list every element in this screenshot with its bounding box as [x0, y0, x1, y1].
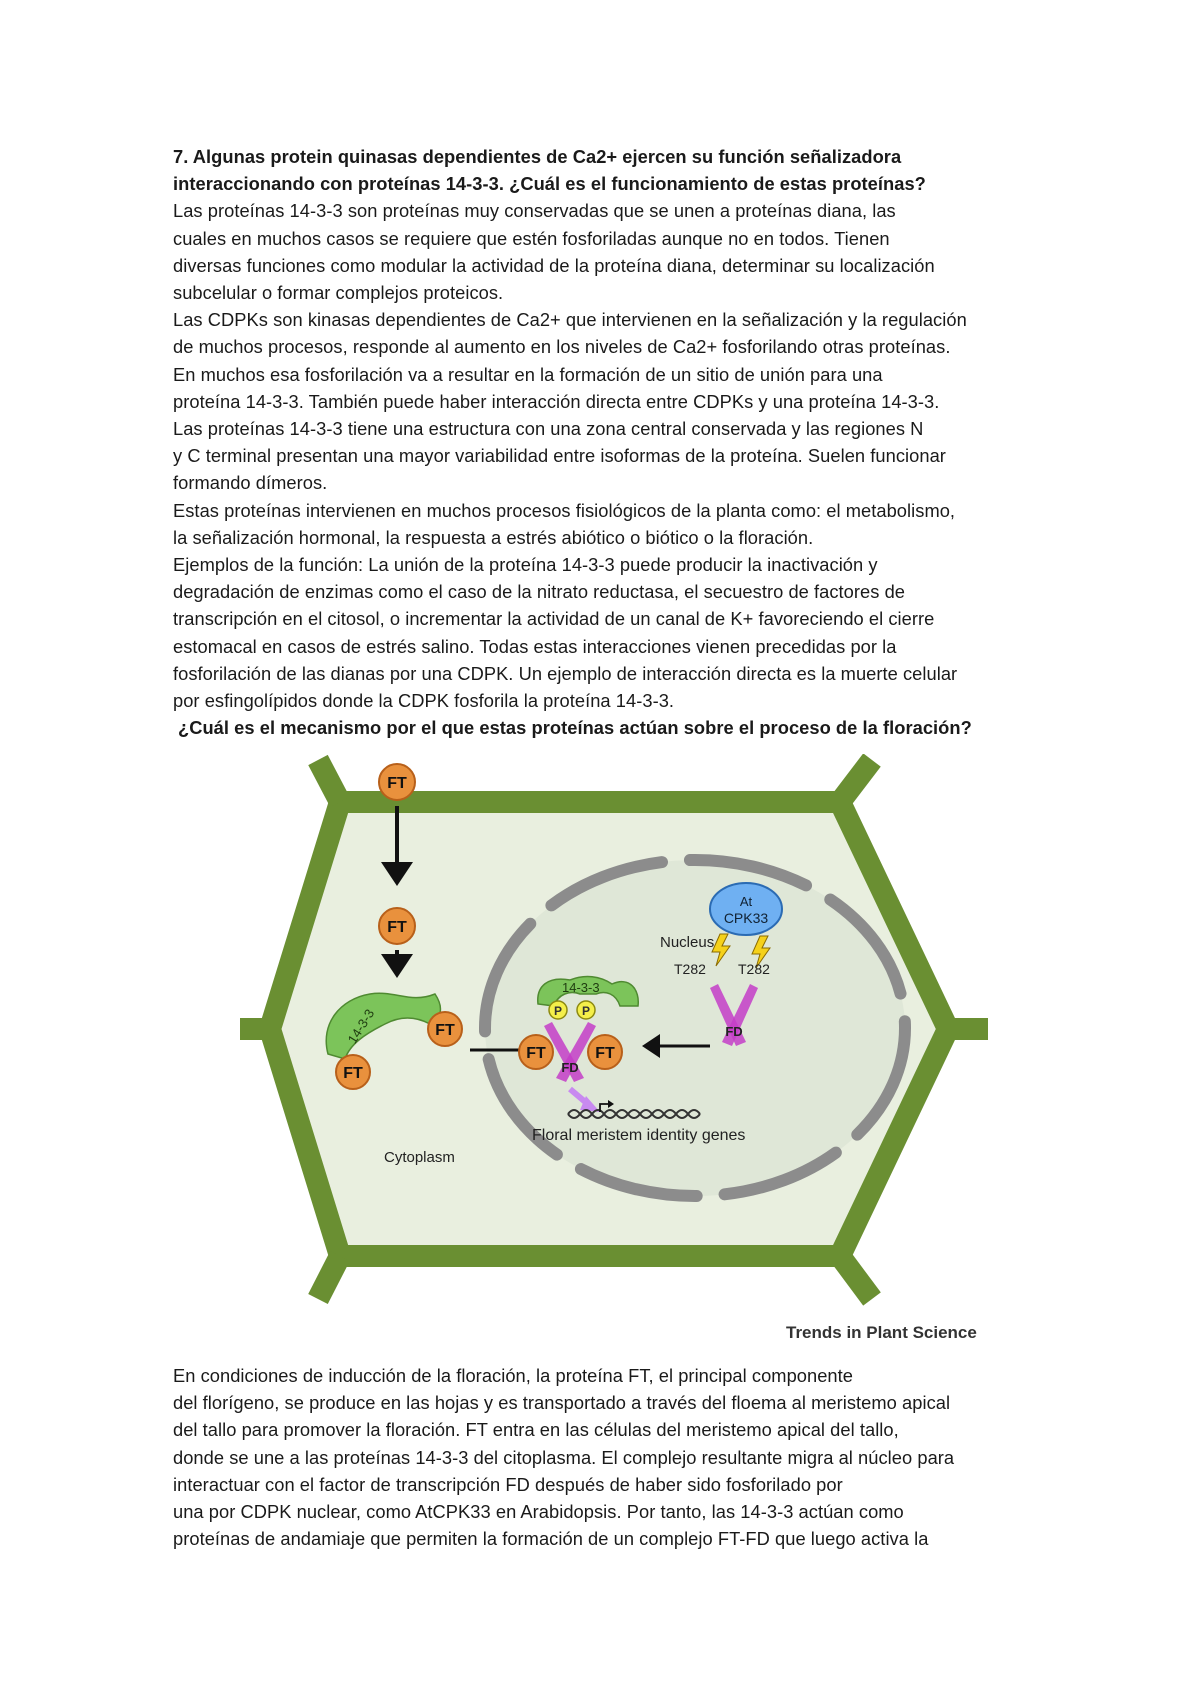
svg-text:FT: FT: [387, 919, 407, 936]
ft-protein: [428, 1012, 462, 1046]
answer-line: Las proteínas 14-3-3 son proteínas muy conservadas que se unen a proteínas diana, las: [173, 200, 896, 222]
explanation-line: En condiciones de inducción de la floración, la proteína FT, el principal componente: [173, 1365, 853, 1386]
phospho-site: [549, 1001, 567, 1019]
nucleus-label: Nucleus: [660, 934, 715, 951]
svg-text:FT: FT: [526, 1045, 546, 1062]
flowering-mechanism-figure: [240, 754, 995, 1357]
ft-protein: [336, 1055, 370, 1089]
answer-line: fosforilación de las dianas por una CDPK. Un ejemplo de interacción directa es la muerte celular: [173, 662, 958, 684]
svg-text:FT: FT: [343, 1065, 363, 1082]
svg-text:P: P: [581, 1004, 591, 1018]
explanation-line: del florígeno, se produce en las hojas y es transportado a través del floema al meristemo apical: [173, 1392, 951, 1414]
answer-line: y C terminal presentan una mayor variabilidad entre isoformas de la proteína. Suelen funcionar: [173, 445, 946, 467]
ft-protein: [588, 1035, 622, 1069]
answer-line: la señalización hormonal, la respuesta a estrés abiótico o biótico o la floración.: [173, 526, 814, 548]
answer-line: Las proteínas 14-3-3 tiene una estructura con una zona central conservada y las regiones N: [173, 418, 924, 440]
question-section: [173, 143, 1053, 741]
answer-line: proteína 14-3-3. También puede haber interacción directa entre CDPKs y una proteína 14-3-3.: [173, 390, 940, 412]
answer-line: diversas funciones como modular la actividad de la proteína diana, determinar su localización: [173, 254, 935, 276]
answer-line: de muchos procesos, responde al aumento en los niveles de Ca2+ fosforilando otras proteínas.: [173, 336, 951, 358]
label-14-3-3-nucleus: 14-3-3: [562, 980, 600, 995]
cell-wall-extension: [318, 760, 340, 802]
answer-line: Estas proteínas intervienen en muchos procesos fisiológicos de la planta como: el metabolismo,: [173, 499, 956, 521]
answer-line: estomacal en casos de estrés salino. Todas estas interacciones vienen precedidas por la: [173, 635, 897, 657]
svg-text:FT: FT: [435, 1022, 455, 1039]
floral-genes-label: Floral meristem identity genes: [532, 1127, 746, 1144]
answer-line: subcelular o formar complejos proteicos.: [173, 282, 504, 304]
atcpk33-kinase: [710, 883, 782, 935]
cell-wall-extension: [840, 760, 872, 802]
svg-text:FT: FT: [595, 1045, 615, 1062]
answer-line: cuales en muchos casos se requiere que estén fosforiladas aunque no en todos. Tienen: [173, 227, 890, 249]
answer-line: por esfingolípidos donde la CDPK fosforila la proteína 14-3-3.: [173, 690, 675, 712]
svg-text:CPK33: CPK33: [723, 910, 769, 926]
ft-protein: [379, 764, 415, 800]
t282-left-label: T282: [674, 961, 706, 977]
answer-line: degradación de enzimas como el caso de la nitrato reductasa, el secuestro de factores de: [173, 581, 906, 603]
t282-right-label: T282: [738, 961, 770, 977]
question-2: ¿Cuál es el mecanismo por el que estas proteínas actúan sobre el proceso de la floración?: [178, 717, 972, 739]
answer-line: En muchos esa fosforilación va a resultar en la formación de un sitio de unión para una: [173, 363, 883, 385]
phospho-site: [577, 1001, 595, 1019]
svg-text:At: At: [739, 894, 753, 909]
svg-text:FT: FT: [387, 775, 407, 792]
question-title-line-2: interaccionando con proteínas 14-3-3. ¿Cuál es el funcionamiento de estas proteínas?: [173, 173, 926, 195]
explanation-section: [173, 1362, 1053, 1552]
explanation-line: proteínas de andamiaje que permiten la formación de un complejo FT-FD que luego activa la: [173, 1528, 929, 1550]
cell-wall-extension: [840, 1256, 872, 1299]
answer-line: Ejemplos de la función: La unión de la proteína 14-3-3 puede producir la inactivación y: [173, 554, 878, 576]
figure-svg: [240, 754, 995, 1357]
explanation-line: donde se une a las proteínas 14-3-3 del citoplasma. El complejo resultante migra al núcleo para: [173, 1446, 955, 1468]
label-14-3-3-cytoplasm: 14-3-3: [344, 1006, 378, 1047]
cell-wall-extension: [318, 1256, 340, 1299]
ft-protein: [519, 1035, 553, 1069]
figure-source: Trends in Plant Science: [786, 1323, 977, 1342]
ft-protein: [379, 908, 415, 944]
svg-text:FD: FD: [561, 1060, 579, 1075]
question-title-line-1: 7. Algunas protein quinasas dependientes de Ca2+ ejercen su función señalizadora: [173, 146, 902, 167]
explanation-line: una por CDPK nuclear, como AtCPK33 en Arabidopsis. Por tanto, las 14-3-3 actúan como: [173, 1501, 904, 1523]
svg-text:P: P: [553, 1004, 563, 1018]
answer-line: Las CDPKs son kinasas dependientes de Ca2+ que intervienen en la señalización y la regulación: [173, 309, 967, 331]
answer-line: transcripción en el citosol, o incrementar la actividad de un canal de K+ favoreciendo el cierre: [173, 608, 935, 630]
answer-line: formando dímeros.: [173, 472, 328, 494]
svg-text:FD: FD: [725, 1024, 743, 1039]
explanation-line: interactuar con el factor de transcripción FD después de haber sido fosforilado por: [173, 1473, 843, 1495]
cytoplasm-label: Cytoplasm: [384, 1149, 455, 1166]
explanation-line: del tallo para promover la floración. FT entra en las células del meristemo apical del tallo,: [173, 1419, 899, 1441]
